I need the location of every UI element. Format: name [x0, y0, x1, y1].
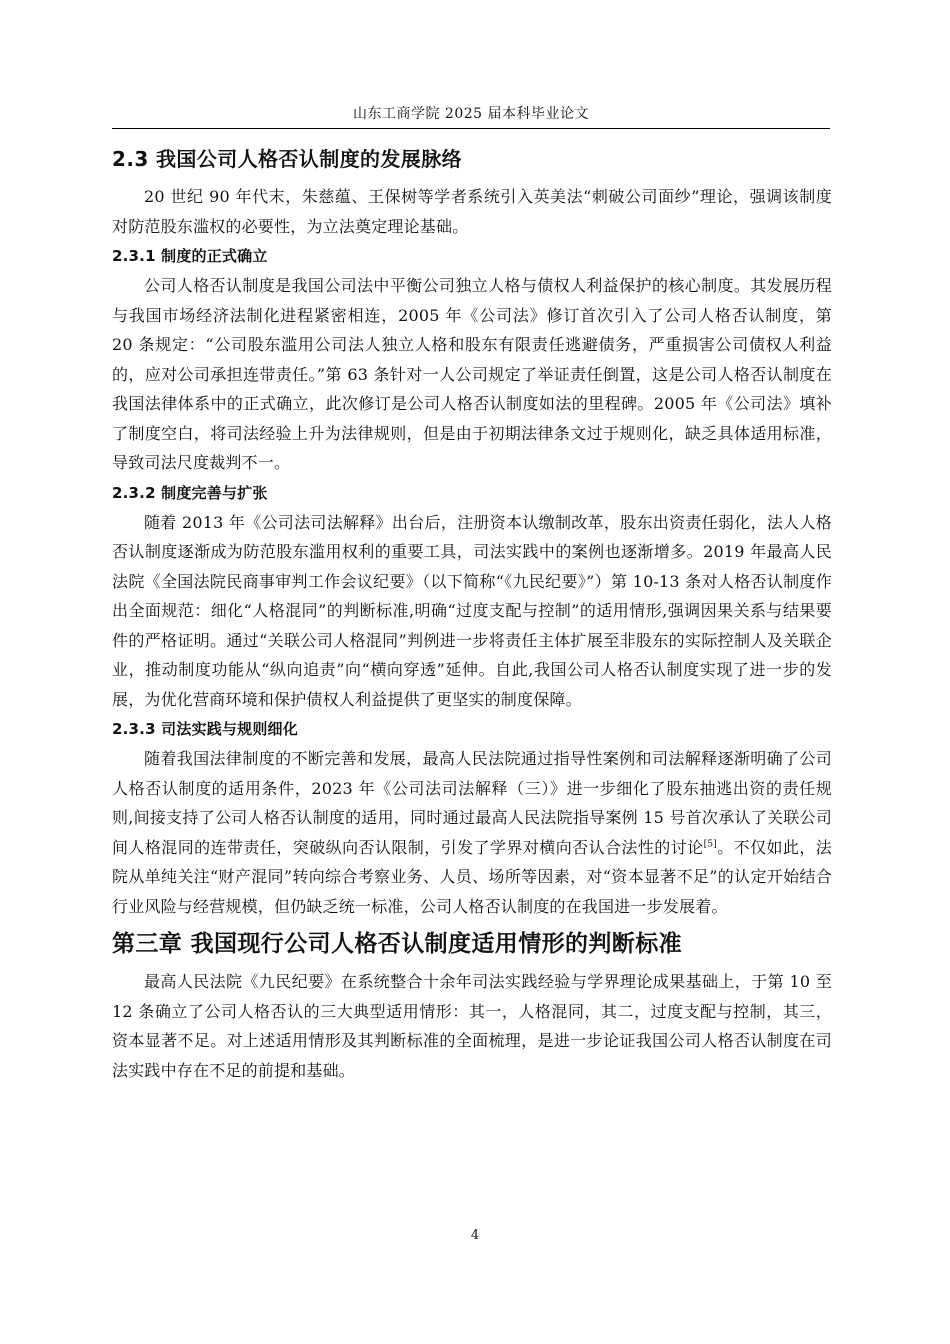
running-header: 山东工商学院 2025 届本科毕业论文 — [352, 106, 590, 122]
subsection-heading-2-3-1: 2.3.1 制度的正式确立 — [112, 247, 268, 265]
section-2-3-intro-paragraph: 20 世纪 90 年代末，朱慈蕴、王保树等学者系统引入英美法“刺破公司面纱”理论，强调该制度对防范股东滥权的必要性，为立法奠定理论基础。 — [112, 187, 832, 236]
subsection-heading-2-3-2: 2.3.2 制度完善与扩张 — [112, 483, 268, 502]
header-divider — [112, 128, 830, 129]
chapter-3-paragraph: 最高人民法院《九民纪要》在系统整合十余年司法实践经验与学界理论成果基础上，于第 10 至 12 条确立了公司人格否认的三大典型适用情形：其一，人格混同，其二，过度支配与控制，其三，资本显著不足。对上述适用情形及其判断标准的全面梳理，是进一步论证我国公司人格否认制度在司法实践中存在不足的前提和基础。 — [112, 972, 832, 1080]
page-number: 4 — [470, 1228, 480, 1243]
section-2-3-3-text-part2: 。不仅如此，法院从单纯关注“财产混同”转向综合考察业务、人员、场所等因素，对“资本显著不足”的认定开始结合行业风险与经营规模，但仍缺乏统一标准，公司人格否认制度的在我国进一步发展着。 — [112, 837, 833, 916]
section-2-3-1-paragraph: 公司人格否认制度是我国公司法中平衡公司独立人格与债权人利益保护的核心制度。其发展历程与我国市场经济法制化进程紧密相连，2005 年《公司法》修订首次引入了公司人格否认制度，第 20 条规定：“公司股东滥用公司法人独立人格和股东有限责任逃避债务，严重损害公司债权人利益的，应对公司承担连带责任。”第 63 条针对一人公司规定了举证责任倒置，这是公司人格否认制度在我国法律体系中的正式确立，此次修订是公司人格否认制度如法的里程碑。2005 年《公司法》填补了制度空白，将司法经验上升为法律规则，但是由于初期法律条文过于规则化，缺乏具体适用标准，导致司法尺度裁判不一。 — [112, 276, 832, 472]
subsection-heading-2-3-3: 2.3.3 司法实践与规则细化 — [112, 720, 298, 738]
section-2-3-3-text-part1: 随着我国法律制度的不断完善和发展，最高人民法院通过指导性案例和司法解释逐渐明确了公司人格否认制度的适用条件，2023 年《公司法司法解释（三）》进一步细化了股东抽逃出资的责任规则,间接支持了公司人格否认制度的适用，同时通过最高人民法院指导案例 15 号首次承认了关联公司间人格混同的连带责任，突破纵向否认限制，引发了学界对横向否认合法性的讨论 — [112, 749, 832, 857]
chapter-heading-3: 第三章 我国现行公司人格否认制度适用情形的判断标准 — [112, 931, 683, 957]
page-content — [112, 142, 832, 1085]
citation-reference[interactable]: [5] — [703, 839, 717, 850]
section-heading-2-3: 2.3 我国公司人格否认制度的发展脉络 — [112, 147, 462, 171]
section-2-3-2-paragraph: 随着 2013 年《公司法司法解释》出台后，注册资本认缴制改革，股东出资责任弱化，法人人格否认制度逐渐成为防范股东滥用权利的重要工具，司法实践中的案例也逐渐增多。2019 年最高人民法院《全国法院民商事审判工作会议纪要》（以下简称“《九民纪要》”）第 10-13 条对人格否认制度作出全面规范：细化“人格混同”的判断标准,明确“过度支配与控制”的适用情形,强调因果关系与结果要件的严格证明。通过“关联公司人格混同”判例进一步将责任主体扩展至非股东的实际控制人及关联企业，推动制度功能从“纵向追责”向“横向穿透”延伸。自此,我国公司人格否认制度实现了进一步的发展，为优化营商环境和保护债权人利益提供了更坚实的制度保障。 — [112, 512, 832, 709]
section-2-3-3-paragraph — [112, 744, 832, 921]
